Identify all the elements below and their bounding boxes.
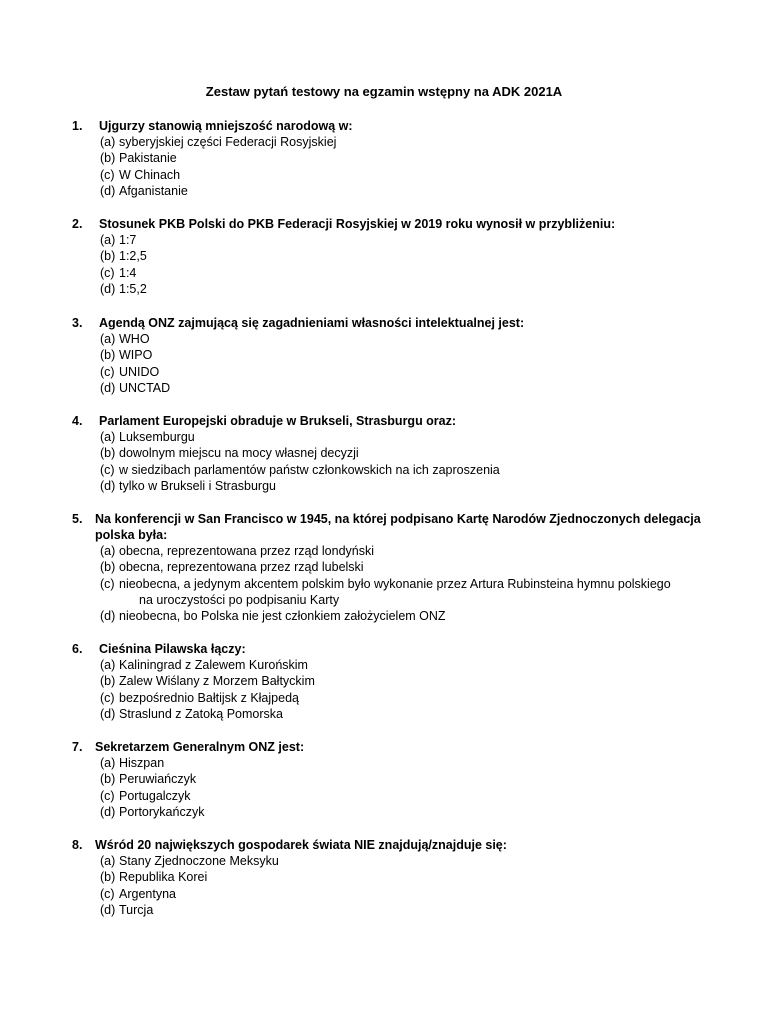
question-number: 1. — [72, 119, 83, 133]
question-text — [95, 511, 712, 543]
option-d — [100, 706, 712, 722]
option-text: bezpośrednio Bałtijsk z Kłajpedą — [119, 690, 299, 705]
options-list — [100, 134, 712, 199]
option-c — [100, 788, 712, 804]
option-c — [100, 167, 712, 183]
option-text: Afganistanie — [119, 183, 188, 198]
option-label: (d) — [100, 902, 116, 917]
option-label: (d) — [100, 380, 116, 395]
options-list — [100, 543, 712, 624]
option-label: (c) — [100, 265, 115, 280]
option-label: (b) — [100, 870, 116, 885]
question-4 — [72, 413, 712, 494]
option-label: (a) — [100, 544, 116, 558]
option-a — [100, 232, 712, 248]
option-label: (b) — [100, 674, 116, 689]
question-number: 6. — [72, 642, 83, 656]
option-label: (d) — [100, 609, 116, 624]
option-label: (b) — [100, 560, 116, 575]
option-label: (a) — [100, 854, 116, 868]
question-number: 4. — [72, 414, 83, 428]
option-b — [100, 248, 712, 264]
options-list — [100, 232, 712, 297]
option-text: 1:7 — [119, 233, 137, 247]
option-c — [100, 265, 712, 281]
option-label: (a) — [100, 756, 116, 770]
option-label: (c) — [100, 886, 115, 901]
question-number: 2. — [72, 217, 83, 231]
option-text: WIPO — [119, 348, 153, 363]
options-list — [100, 331, 712, 396]
option-label: (b) — [100, 446, 116, 461]
option-text: Stany Zjednoczone Meksyku — [119, 854, 279, 868]
option-label: (a) — [100, 332, 116, 346]
question-header — [72, 641, 712, 657]
question-text: Parlament Europejski obraduje w Brukseli, Strasburgu oraz: — [99, 414, 457, 428]
option-text-line-2: na uroczystości po podpisaniu Karty — [139, 592, 340, 607]
option-text: W Chinach — [119, 167, 181, 182]
option-text: dowolnym miejscu na mocy własnej decyzji — [119, 446, 359, 461]
option-text: Luksemburgu — [119, 430, 195, 444]
option-b — [100, 150, 712, 166]
option-label: (c) — [100, 364, 115, 379]
option-text: syberyjskiej części Federacji Rosyjskiej — [119, 135, 337, 149]
option-text: UNIDO — [119, 364, 160, 379]
option-label: (c) — [100, 788, 115, 803]
option-text: nieobecna, bo Polska nie jest członkiem założycielem ONZ — [119, 609, 446, 624]
question-text: Wśród 20 największych gospodarek świata NIE znajdują/znajduje się: — [95, 838, 507, 852]
question-2 — [72, 216, 712, 297]
option-text: Argentyna — [119, 886, 176, 901]
option-text: Portugalczyk — [119, 788, 191, 803]
option-text: Portorykańczyk — [119, 804, 205, 819]
document-title: Zestaw pytań testowy na egzamin wstępny na ADK 2021A — [205, 84, 563, 99]
question-number: 3. — [72, 316, 83, 330]
option-label: (b) — [100, 772, 116, 787]
option-b — [100, 869, 712, 885]
question-7 — [72, 739, 712, 820]
option-label: (b) — [100, 348, 116, 363]
option-label: (d) — [100, 281, 116, 296]
option-label: (c) — [100, 576, 115, 591]
question-5 — [72, 511, 712, 624]
option-a — [100, 134, 712, 150]
option-label: (a) — [100, 658, 116, 672]
option-a — [100, 755, 712, 771]
option-text-line-1: nieobecna, a jedynym akcentem polskim było wykonanie przez Artura Rubinsteina hymnu polskiego — [119, 576, 671, 591]
option-text: obecna, reprezentowana przez rząd londyński — [119, 544, 375, 558]
option-d — [100, 804, 712, 820]
option-a — [100, 853, 712, 869]
option-a — [100, 543, 712, 559]
option-a — [100, 657, 712, 673]
option-b — [100, 347, 712, 363]
option-label: (b) — [100, 151, 116, 166]
option-b — [100, 445, 712, 461]
option-c — [100, 576, 712, 609]
option-label: (d) — [100, 804, 116, 819]
question-number: 5. — [72, 512, 83, 526]
question-number: 8. — [72, 838, 83, 852]
question-header — [72, 511, 712, 543]
option-label: (a) — [100, 430, 116, 444]
option-label: (d) — [100, 478, 116, 493]
option-text — [119, 576, 712, 609]
option-text: Republika Korei — [119, 870, 208, 885]
question-8 — [72, 837, 712, 918]
option-text: Hiszpan — [119, 756, 165, 770]
option-b — [100, 673, 712, 689]
option-text: tylko w Brukseli i Strasburgu — [119, 478, 277, 493]
question-header — [72, 118, 712, 134]
option-label: (c) — [100, 462, 115, 477]
option-label: (d) — [100, 183, 116, 198]
option-text: Pakistanie — [119, 151, 177, 166]
option-b — [100, 771, 712, 787]
question-text: Stosunek PKB Polski do PKB Federacji Rosyjskiej w 2019 roku wynosił w przybliżeniu: — [99, 217, 616, 231]
option-text: 1:5,2 — [119, 281, 147, 296]
question-text-line-1: Na konferencji w San Francisco w 1945, na której podpisano Kartę Narodów Zjednoczonych delegacja — [95, 512, 701, 526]
option-a — [100, 429, 712, 445]
option-d — [100, 902, 712, 918]
question-text: Cieśnina Pilawska łączy: — [99, 642, 246, 656]
option-d — [100, 478, 712, 494]
option-c — [100, 886, 712, 902]
question-text: Ujgurzy stanowią mniejszość narodową w: — [99, 119, 353, 133]
question-header — [72, 739, 712, 755]
question-6 — [72, 641, 712, 722]
option-label: (d) — [100, 706, 116, 721]
option-b — [100, 559, 712, 575]
option-label: (b) — [100, 249, 116, 264]
question-header — [72, 837, 712, 853]
option-text: obecna, reprezentowana przez rząd lubelski — [119, 560, 364, 575]
question-1 — [72, 118, 712, 199]
option-d — [100, 281, 712, 297]
question-3 — [72, 315, 712, 396]
option-text: Kaliningrad z Zalewem Kurońskim — [119, 658, 308, 672]
question-text: Agendą ONZ zajmującą się zagadnieniami własności intelektualnej jest: — [99, 316, 525, 330]
option-c — [100, 690, 712, 706]
option-label: (c) — [100, 690, 115, 705]
option-text: Straslund z Zatoką Pomorska — [119, 706, 283, 721]
question-number: 7. — [72, 740, 83, 754]
option-text: 1:2,5 — [119, 249, 147, 264]
option-d — [100, 183, 712, 199]
options-list — [100, 853, 712, 918]
question-header — [72, 413, 712, 429]
option-text: 1:4 — [119, 265, 137, 280]
question-header — [72, 315, 712, 331]
question-text: Sekretarzem Generalnym ONZ jest: — [95, 740, 305, 754]
question-header — [72, 216, 712, 232]
question-text-line-2: polska była: — [95, 528, 168, 542]
option-label: (c) — [100, 167, 115, 182]
option-d — [100, 608, 712, 624]
option-c — [100, 364, 712, 380]
options-list — [100, 755, 712, 820]
option-text: UNCTAD — [119, 380, 171, 395]
options-list — [100, 657, 712, 722]
option-label: (a) — [100, 135, 116, 149]
option-text: Zalew Wiślany z Morzem Bałtyckim — [119, 674, 315, 689]
option-text: Peruwiańczyk — [119, 772, 197, 787]
option-text: Turcja — [119, 902, 154, 917]
option-a — [100, 331, 712, 347]
option-text: w siedzibach parlamentów państw członkowskich na ich zaproszenia — [119, 462, 500, 477]
option-label: (a) — [100, 233, 116, 247]
option-d — [100, 380, 712, 396]
options-list — [100, 429, 712, 494]
option-c — [100, 462, 712, 478]
option-text: WHO — [119, 332, 150, 346]
